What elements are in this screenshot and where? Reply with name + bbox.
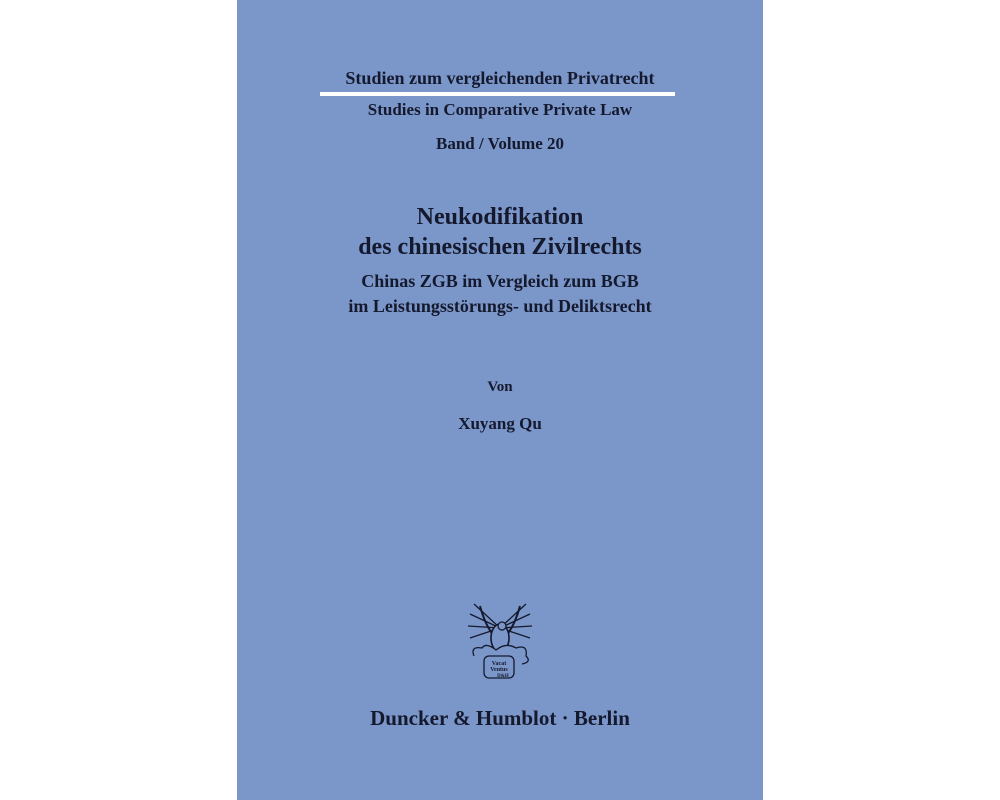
book-subtitle-line1: Chinas ZGB im Vergleich zum BGB bbox=[361, 271, 639, 291]
svg-text:Vacat: Vacat bbox=[491, 661, 507, 667]
book-title-line2: des chinesischen Zivilrechts bbox=[358, 234, 642, 260]
book-title-line1: Neukodifikation bbox=[416, 204, 584, 230]
publisher-logo-icon bbox=[466, 598, 534, 680]
svg-text:D&H: D&H bbox=[497, 674, 509, 679]
volume-label: Band / Volume 20 bbox=[435, 134, 564, 153]
author-name: Xuyang Qu bbox=[458, 414, 542, 433]
svg-text:Ventus: Ventus bbox=[490, 667, 508, 673]
book-cover bbox=[237, 0, 763, 800]
series-title-en: Studies in Comparative Private Law bbox=[367, 100, 633, 119]
by-label: Von bbox=[487, 379, 513, 395]
series-divider bbox=[320, 92, 675, 96]
book-subtitle-line2: im Leistungsstörungs- und Deliktsrecht bbox=[348, 296, 652, 316]
publisher-name: Duncker & Humblot · Berlin bbox=[370, 706, 630, 730]
series-title-de: Studien zum vergleichenden Privatrecht bbox=[345, 68, 655, 88]
